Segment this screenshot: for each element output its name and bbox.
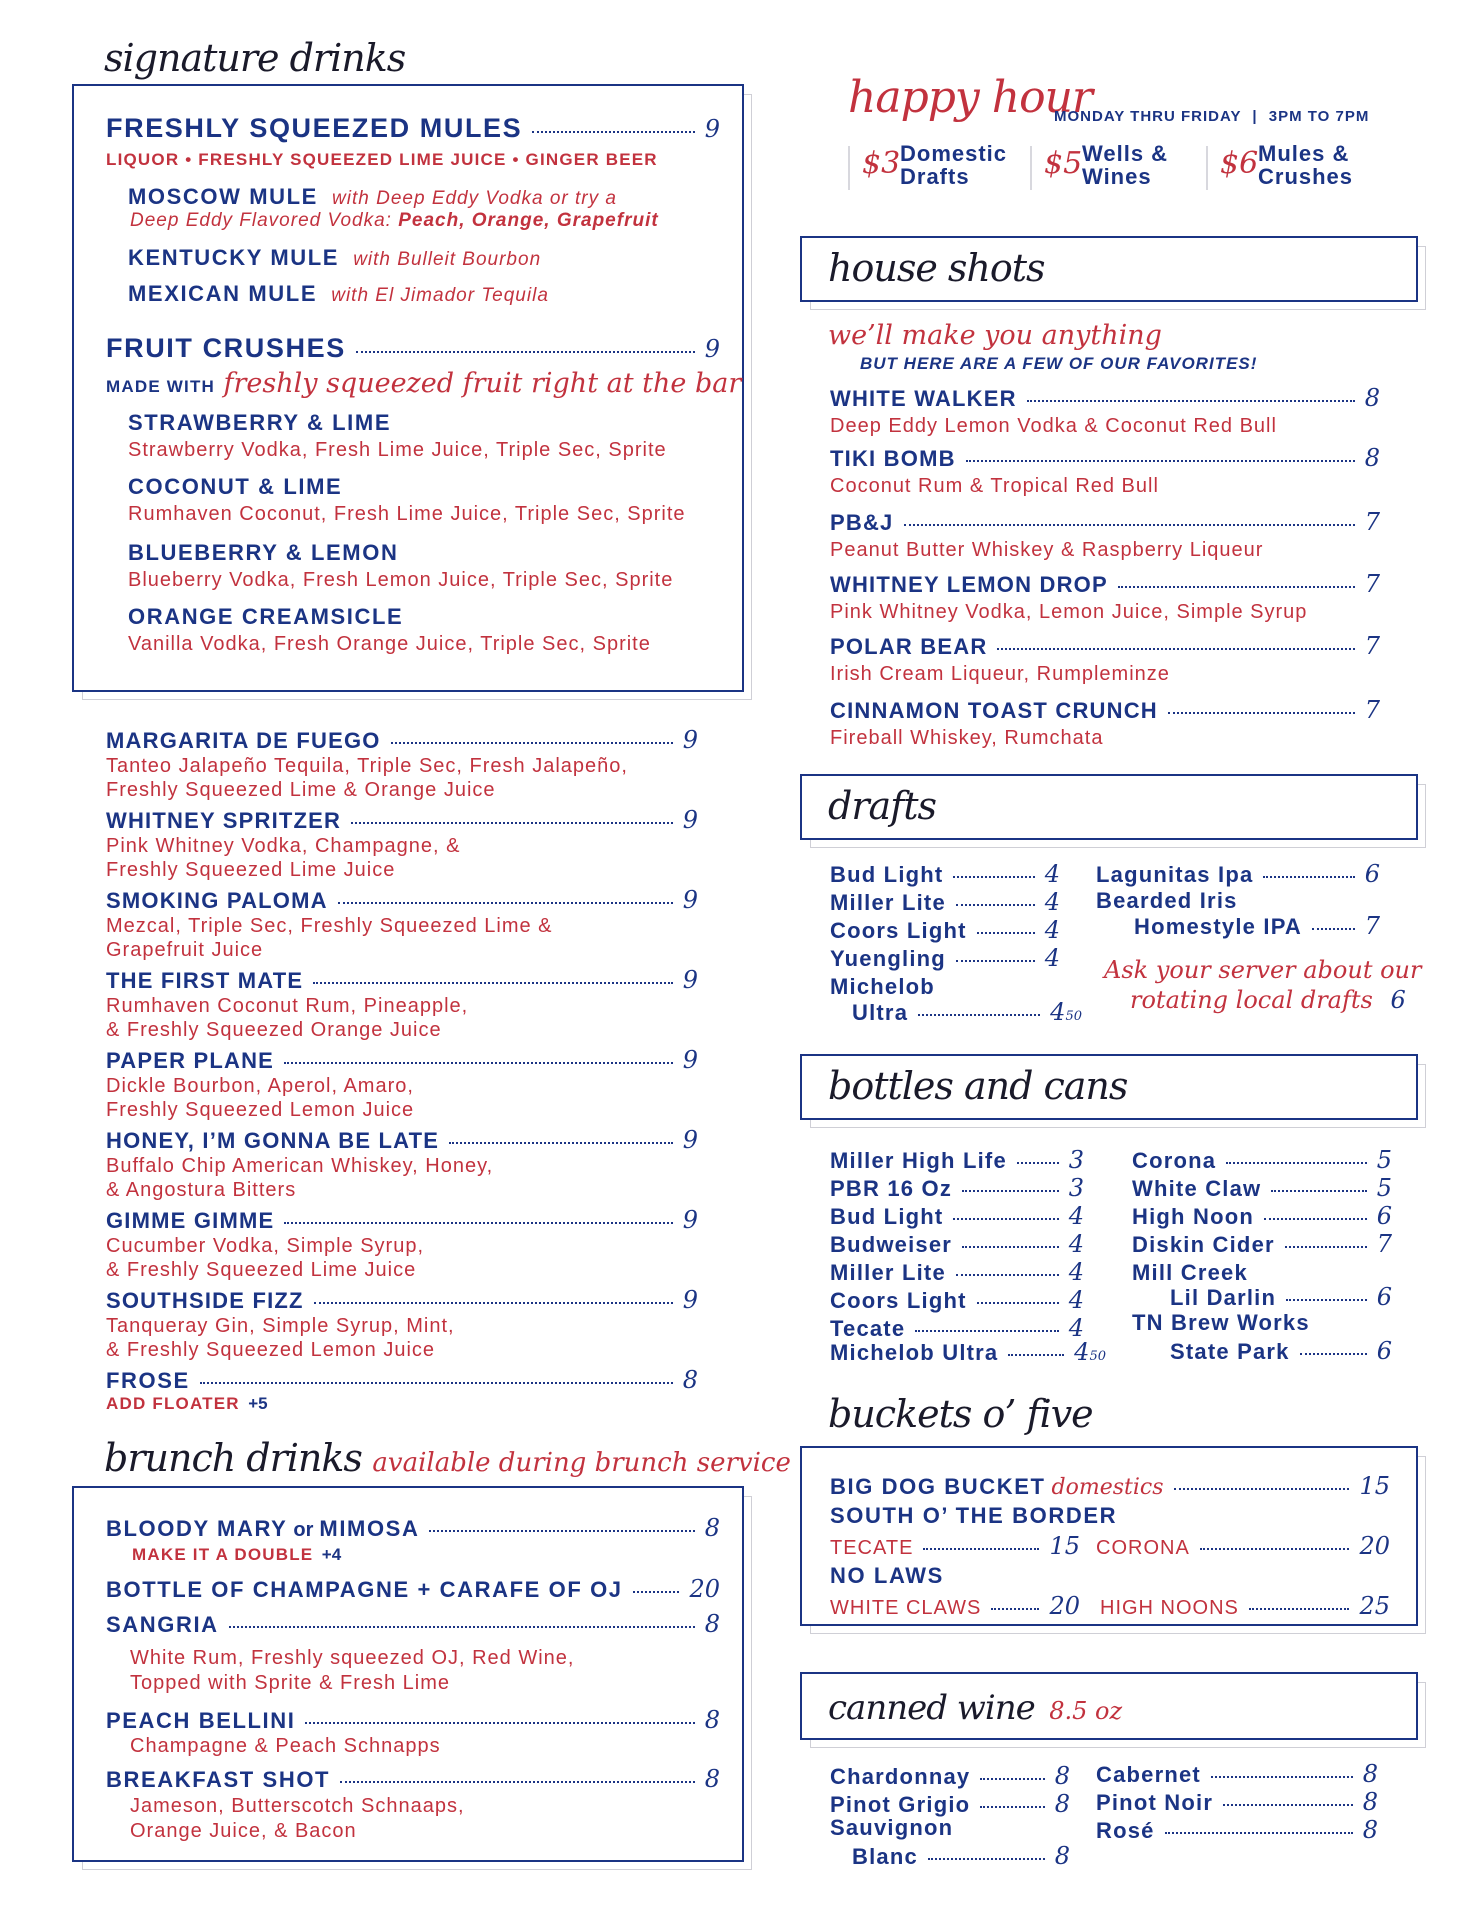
dot-leader — [284, 1062, 673, 1064]
bottle-row — [1132, 1202, 1392, 1230]
cocktail-row-name: SOUTHSIDE FIZZ — [106, 1288, 304, 1313]
happy-hour-title: happy hour — [848, 72, 1092, 123]
cocktail-row — [106, 1286, 698, 1314]
bearded-row: Homestyle IPA 7 — [1134, 912, 1380, 940]
shot-row-price: 7 — [1364, 508, 1380, 536]
dot-leader — [1200, 1548, 1350, 1550]
shot-row-name: PB&J — [830, 510, 894, 535]
dot-leader — [340, 1781, 695, 1783]
dot-leader — [953, 876, 1034, 878]
cocktail-desc-1: Buffalo Chip American Whiskey, Honey, — [106, 1155, 494, 1177]
shot-desc: Fireball Whiskey, Rumchata — [830, 727, 1104, 749]
sauvignon-line-1: Sauvignon — [830, 1815, 954, 1840]
dot-leader — [1263, 876, 1354, 878]
bottle-row — [830, 1286, 1084, 1314]
bottles-heading: bottles and cans — [828, 1064, 1128, 1108]
dot-leader — [923, 1548, 1039, 1550]
dot-leader — [1017, 1162, 1059, 1164]
draft-row-price: 4 — [1044, 888, 1060, 916]
bottle-row-price: 4 — [1068, 1202, 1084, 1230]
cocktail-desc-2: Freshly Squeezed Lime & Orange Juice — [106, 779, 496, 801]
crushes-row — [106, 333, 720, 364]
dot-leader — [1174, 1488, 1350, 1490]
dot-leader — [532, 131, 694, 133]
shot-row — [830, 570, 1380, 598]
wine-row-name: Pinot Grigio — [830, 1792, 971, 1817]
shot-row-name: WHITNEY LEMON DROP — [830, 572, 1108, 597]
dot-leader — [962, 1246, 1059, 1248]
cocktail-row-name: WHITNEY SPRITZER — [106, 808, 342, 833]
dot-leader — [918, 1014, 1040, 1016]
dot-leader — [633, 1591, 680, 1593]
wine-heading-line — [828, 1688, 1122, 1728]
bottle-row-price: 5 — [1376, 1146, 1392, 1174]
cocktail-row-name: SMOKING PALOMA — [106, 888, 328, 913]
dot-leader — [1211, 1776, 1353, 1778]
deal-divider — [848, 146, 850, 190]
frose-row — [106, 1366, 698, 1394]
draft-row — [830, 860, 1060, 888]
crushes-title: FRUIT CRUSHES — [106, 333, 346, 363]
dot-leader — [966, 460, 1355, 462]
bellini-desc: Champagne & Peach Schnapps — [130, 1735, 441, 1757]
kentucky-mule: KENTUCKY MULE with Bulleit Bourbon — [128, 245, 542, 270]
crush-desc: Rumhaven Coconut, Fresh Lime Juice, Triple Sec, Sprite — [128, 503, 686, 525]
cocktail-desc-1: Mezcal, Triple Sec, Freshly Squeezed Lime & — [106, 915, 553, 937]
dot-leader — [313, 982, 672, 984]
deal-line-2: Wines — [1082, 164, 1152, 189]
wine-row — [1096, 1816, 1378, 1844]
bottle-row-price: 3 — [1068, 1146, 1084, 1174]
bottle-row-name: PBR 16 Oz — [830, 1176, 953, 1201]
mules-price: 9 — [704, 115, 720, 143]
cocktail-desc-1: Tanqueray Gin, Simple Syrup, Mint, — [106, 1315, 455, 1337]
bottle-row-name: Corona — [1132, 1148, 1217, 1173]
bottle-row-price: 4 — [1068, 1286, 1084, 1314]
cocktail-desc-2: & Freshly Squeezed Lime Juice — [106, 1259, 417, 1281]
white-claws-row: WHITE CLAWS 20 — [830, 1592, 1080, 1620]
shot-row-price: 7 — [1364, 696, 1380, 724]
deal-line-1: Domestic — [900, 141, 1008, 166]
cocktail-row — [106, 1046, 698, 1074]
deal-line-1: Wells & — [1082, 141, 1169, 166]
bottle-row-price: 4 — [1068, 1314, 1084, 1342]
draft-row-price: 4 — [1044, 860, 1060, 888]
crushes-price: 9 — [704, 335, 720, 363]
cocktail-row-price: 9 — [682, 1046, 698, 1074]
high-noons-row: HIGH NOONS 25 — [1100, 1592, 1390, 1620]
dot-leader — [314, 1302, 673, 1304]
wine-row-price: 8 — [1054, 1762, 1070, 1790]
bottle-row-name: Bud Light — [830, 1204, 944, 1229]
dot-leader — [1300, 1353, 1367, 1355]
cocktail-row-name: MARGARITA DE FUEGO — [106, 728, 381, 753]
shot-desc: Peanut Butter Whiskey & Raspberry Liqueur — [830, 539, 1264, 561]
wine-row — [1096, 1788, 1378, 1816]
brunch-heading-line — [104, 1436, 791, 1480]
draft-row — [830, 916, 1060, 944]
wine-row — [1096, 1760, 1378, 1788]
breakfast-desc-1: Jameson, Butterscotch Schnaaps, — [130, 1795, 465, 1817]
cocktail-desc-2: Freshly Squeezed Lemon Juice — [106, 1099, 415, 1121]
cocktail-row — [106, 726, 698, 754]
wine-row-price: 8 — [1362, 1816, 1378, 1844]
cocktail-row — [106, 806, 698, 834]
bottle-row-price: 5 — [1376, 1174, 1392, 1202]
crush-name: STRAWBERRY & LIME — [128, 410, 392, 435]
crush-desc: Strawberry Vodka, Fresh Lime Juice, Triple Sec, Sprite — [128, 439, 667, 461]
dot-leader — [229, 1626, 695, 1628]
dot-leader — [980, 1778, 1044, 1780]
cocktail-desc-2: Freshly Squeezed Lime Juice — [106, 859, 396, 881]
bloody-row: BLOODY MARY or MIMOSA 8 — [106, 1514, 720, 1542]
michelob-row: Ultra 4 $_{50}$ — [852, 998, 1082, 1026]
tecate-row: TECATE 15 — [830, 1532, 1080, 1560]
cocktail-row-name: GIMME GIMME — [106, 1208, 275, 1233]
house-shots-sub: BUT HERE ARE A FEW OF OUR FAVORITES! — [860, 354, 1258, 373]
dot-leader — [956, 960, 1035, 962]
michelob-ultra-row: Michelob Ultra 4 $_{50}$ — [830, 1338, 1106, 1366]
mill-creek-row: Lil Darlin 6 — [1170, 1283, 1392, 1311]
crush-name: ORANGE CREAMSICLE — [128, 604, 404, 629]
dot-leader — [1027, 400, 1355, 402]
cocktail-desc-2: & Freshly Squeezed Lemon Juice — [106, 1339, 436, 1361]
sangria-desc-1: White Rum, Freshly squeezed OJ, Red Wine, — [130, 1647, 575, 1669]
wine-row-name: Cabernet — [1096, 1762, 1201, 1787]
bottle-row — [830, 1230, 1084, 1258]
bottle-row-price: 3 — [1068, 1174, 1084, 1202]
sangria-desc-2: Topped with Sprite & Fresh Lime — [130, 1672, 451, 1694]
wine-row-price: 8 — [1362, 1760, 1378, 1788]
shot-row-price: 8 — [1364, 384, 1380, 412]
dot-leader — [1168, 712, 1355, 714]
dot-leader — [351, 822, 673, 824]
bottle-row — [830, 1146, 1084, 1174]
mules-tagline: LIQUOR • FRESHLY SQUEEZED LIME JUICE • GINGER BEER — [106, 150, 658, 169]
champagne-row: BOTTLE OF CHAMPAGNE + CARAFE OF OJ 20 — [106, 1575, 720, 1603]
deal-price: $6 — [1220, 146, 1259, 181]
cocktail-row-price: 9 — [682, 1126, 698, 1154]
shot-row-name: POLAR BEAR — [830, 634, 988, 659]
mules-row — [106, 113, 720, 144]
dot-leader — [991, 1608, 1039, 1610]
sauvignon-row: Blanc 8 — [852, 1842, 1070, 1870]
bottle-row-price: 4 — [1068, 1258, 1084, 1286]
bottle-row-name: Coors Light — [830, 1288, 967, 1313]
shot-row-name: TIKI BOMB — [830, 446, 956, 471]
shot-desc: Pink Whitney Vodka, Lemon Juice, Simple Syrup — [830, 601, 1308, 623]
draft-row — [830, 944, 1060, 972]
bottle-row-name: Budweiser — [830, 1232, 953, 1257]
shot-row-price: 7 — [1364, 570, 1380, 598]
no-laws-name: NO LAWS — [830, 1563, 944, 1588]
cocktail-row-name: THE FIRST MATE — [106, 968, 304, 993]
bellini-row: PEACH BELLINI 8 — [106, 1706, 720, 1734]
dot-leader — [1223, 1804, 1353, 1806]
dot-leader — [980, 1806, 1044, 1808]
dot-leader — [977, 1302, 1059, 1304]
cocktail-row-name: HONEY, I’M GONNA BE LATE — [106, 1128, 440, 1153]
cocktail-desc-1: Rumhaven Coconut Rum, Pineapple, — [106, 995, 469, 1017]
bottle-row-price: 4 — [1068, 1230, 1084, 1258]
deal-price: $3 — [862, 146, 901, 181]
dot-leader — [1271, 1190, 1366, 1192]
frose-price: 8 — [682, 1366, 698, 1394]
cocktail-desc-2: & Angostura Bitters — [106, 1179, 297, 1201]
crush-desc: Blueberry Vodka, Fresh Lemon Juice, Triple Sec, Sprite — [128, 569, 674, 591]
dot-leader — [1264, 1218, 1367, 1220]
house-shots-script: we’ll make you anything — [828, 320, 1162, 351]
cocktail-row-price: 9 — [682, 966, 698, 994]
bottle-row-price: 7 — [1376, 1230, 1392, 1258]
cocktail-row — [106, 886, 698, 914]
cocktail-desc-2: Grapefruit Juice — [106, 939, 264, 961]
crush-name: BLUEBERRY & LEMON — [128, 540, 399, 565]
cocktail-desc-1: Tanteo Jalapeño Tequila, Triple Sec, Fresh Jalapeño, — [106, 755, 628, 777]
cocktail-desc-2: & Freshly Squeezed Orange Juice — [106, 1019, 442, 1041]
mules-title: FRESHLY SQUEEZED MULES — [106, 113, 523, 143]
frose-name: FROSE — [106, 1368, 190, 1393]
bottle-row-name: Diskin Cider — [1132, 1232, 1275, 1257]
shot-desc: Deep Eddy Lemon Vodka & Coconut Red Bull — [830, 415, 1277, 437]
shot-row — [830, 696, 1380, 724]
dot-leader — [1286, 1299, 1367, 1301]
dot-leader — [1285, 1246, 1367, 1248]
deal-price: $5 — [1044, 146, 1083, 181]
dot-leader — [977, 932, 1035, 934]
bottle-row — [1132, 1174, 1392, 1202]
cocktail-row — [106, 966, 698, 994]
shot-row — [830, 632, 1380, 660]
dot-leader — [200, 1382, 673, 1384]
bottle-row — [830, 1202, 1084, 1230]
cocktail-row-price: 9 — [682, 806, 698, 834]
shot-row-price: 8 — [1364, 444, 1380, 472]
wine-row-price: 8 — [1362, 1788, 1378, 1816]
house-shots-heading: house shots — [828, 246, 1045, 290]
breakfast-row: BREAKFAST SHOT 8 — [106, 1765, 720, 1793]
shot-desc: Coconut Rum & Tropical Red Bull — [830, 475, 1159, 497]
deal-divider — [1206, 146, 1208, 190]
tn-brew-line-1: TN Brew Works — [1132, 1310, 1310, 1335]
cocktail-row — [106, 1126, 698, 1154]
bottle-row — [830, 1258, 1084, 1286]
bottle-row-name: High Noon — [1132, 1204, 1254, 1229]
crush-desc: Vanilla Vodka, Fresh Orange Juice, Triple Sec, Sprite — [128, 633, 651, 655]
dot-leader — [928, 1858, 1045, 1860]
deal-divider — [1030, 146, 1032, 190]
dot-leader — [1118, 586, 1355, 588]
wine-row — [830, 1790, 1070, 1818]
dot-leader — [284, 1222, 672, 1224]
bottle-row — [1132, 1146, 1392, 1174]
bottle-row-name: Tecate — [830, 1316, 906, 1341]
drafts-heading: drafts — [828, 784, 936, 828]
bottle-row — [1132, 1230, 1392, 1258]
dot-leader — [1226, 1162, 1367, 1164]
tn-brew-row: State Park 6 — [1170, 1337, 1392, 1365]
dot-leader — [953, 1218, 1058, 1220]
crushes-made-with: MADE WITH freshly squeezed fruit right at the bar — [106, 368, 742, 399]
dot-leader — [391, 742, 673, 744]
shot-row — [830, 444, 1380, 472]
cocktail-row — [106, 1206, 698, 1234]
south-border-name: SOUTH O’ THE BORDER — [830, 1503, 1118, 1528]
add-floater: ADD FLOATER +5 — [106, 1394, 268, 1413]
dot-leader — [1312, 928, 1355, 930]
cocktail-row-price: 9 — [682, 726, 698, 754]
wine-row-name: Chardonnay — [830, 1764, 971, 1789]
dot-leader — [429, 1530, 694, 1532]
wine-row-price: 8 — [1054, 1790, 1070, 1818]
bottle-row-name: Miller High Life — [830, 1148, 1007, 1173]
brunch-heading: brunch drinks — [104, 1436, 362, 1480]
dot-leader — [1008, 1354, 1064, 1356]
wine-heading: canned wine — [828, 1688, 1035, 1728]
dot-leader — [915, 1330, 1058, 1332]
dot-leader — [449, 1142, 673, 1144]
dot-leader — [997, 648, 1354, 650]
moscow-flavors: Deep Eddy Flavored Vodka: Peach, Orange, Grapefruit — [130, 210, 659, 231]
brunch-subheading: available during brunch service — [372, 1448, 791, 1478]
dot-leader — [1165, 1832, 1353, 1834]
wine-row-name: Pinot Noir — [1096, 1790, 1214, 1815]
breakfast-desc-2: Orange Juice, & Bacon — [130, 1820, 357, 1842]
cocktail-desc-1: Pink Whitney Vodka, Champagne, & — [106, 835, 461, 857]
draft-row-name: Miller Lite — [830, 890, 946, 915]
wine-row-name: Rosé — [1096, 1818, 1155, 1843]
bottle-row — [830, 1174, 1084, 1202]
cocktail-row-name: PAPER PLANE — [106, 1048, 275, 1073]
shot-row — [830, 384, 1380, 412]
draft-row-name: Bud Light — [830, 862, 944, 887]
corona-row: CORONA 20 — [1096, 1532, 1390, 1560]
michelob-line-1: Michelob — [830, 974, 935, 999]
happy-hour-times: MONDAY THRU FRIDAY | 3PM TO 7PM — [1054, 108, 1370, 125]
draft-row-price: 4 — [1044, 916, 1060, 944]
cocktail-desc-1: Cucumber Vodka, Simple Syrup, — [106, 1235, 425, 1257]
dot-leader — [338, 902, 673, 904]
mexican-mule: MEXICAN MULE with El Jimador Tequila — [128, 281, 549, 306]
lagunitas-row: Lagunitas Ipa 6 — [1096, 860, 1380, 888]
mill-creek-line-1: Mill Creek — [1132, 1260, 1248, 1285]
cocktail-row-price: 9 — [682, 1286, 698, 1314]
make-it-double: MAKE IT A DOUBLE +4 — [132, 1545, 342, 1564]
cocktail-desc-1: Dickle Bourbon, Aperol, Amaro, — [106, 1075, 414, 1097]
dot-leader — [956, 904, 1035, 906]
crush-name: COCONUT & LIME — [128, 474, 343, 499]
draft-row — [830, 888, 1060, 916]
shot-row-name: WHITE WALKER — [830, 386, 1017, 411]
signature-drinks-heading: signature drinks — [104, 36, 406, 80]
big-dog-row: BIG DOG BUCKET domestics 15 — [830, 1472, 1390, 1500]
shot-desc: Irish Cream Liqueur, Rumpleminze — [830, 663, 1170, 685]
sangria-row: SANGRIA 8 — [106, 1610, 720, 1638]
draft-row-name: Coors Light — [830, 918, 967, 943]
dot-leader — [1249, 1608, 1350, 1610]
dot-leader — [305, 1722, 694, 1724]
shot-row-price: 7 — [1364, 632, 1380, 660]
cocktail-row-price: 9 — [682, 886, 698, 914]
dot-leader — [962, 1190, 1059, 1192]
shot-row — [830, 508, 1380, 536]
draft-row-price: 4 — [1044, 944, 1060, 972]
deal-line-2: Drafts — [900, 164, 970, 189]
bottle-row-price: 6 — [1376, 1202, 1392, 1230]
ask-server-line-2: rotating local drafts 6 — [1130, 986, 1406, 1014]
bottle-row-name: Miller Lite — [830, 1260, 946, 1285]
dot-leader — [956, 1274, 1059, 1276]
bottle-row-name: White Claw — [1132, 1176, 1262, 1201]
ask-server-line-1: Ask your server about our — [1104, 956, 1422, 984]
cocktail-row-price: 9 — [682, 1206, 698, 1234]
moscow-mule: MOSCOW MULE with Deep Eddy Vodka or try a — [128, 184, 617, 209]
deal-line-2: Crushes — [1258, 164, 1354, 189]
buckets-heading: buckets o’ five — [828, 1392, 1093, 1436]
draft-row-name: Yuengling — [830, 946, 946, 971]
wine-row — [830, 1762, 1070, 1790]
deal-line-1: Mules & — [1258, 141, 1350, 166]
dot-leader — [356, 351, 695, 353]
shot-row-name: CINNAMON TOAST CRUNCH — [830, 698, 1158, 723]
bearded-line-1: Bearded Iris — [1096, 888, 1238, 913]
dot-leader — [904, 524, 1355, 526]
wine-size: 8.5 oz — [1049, 1697, 1123, 1725]
